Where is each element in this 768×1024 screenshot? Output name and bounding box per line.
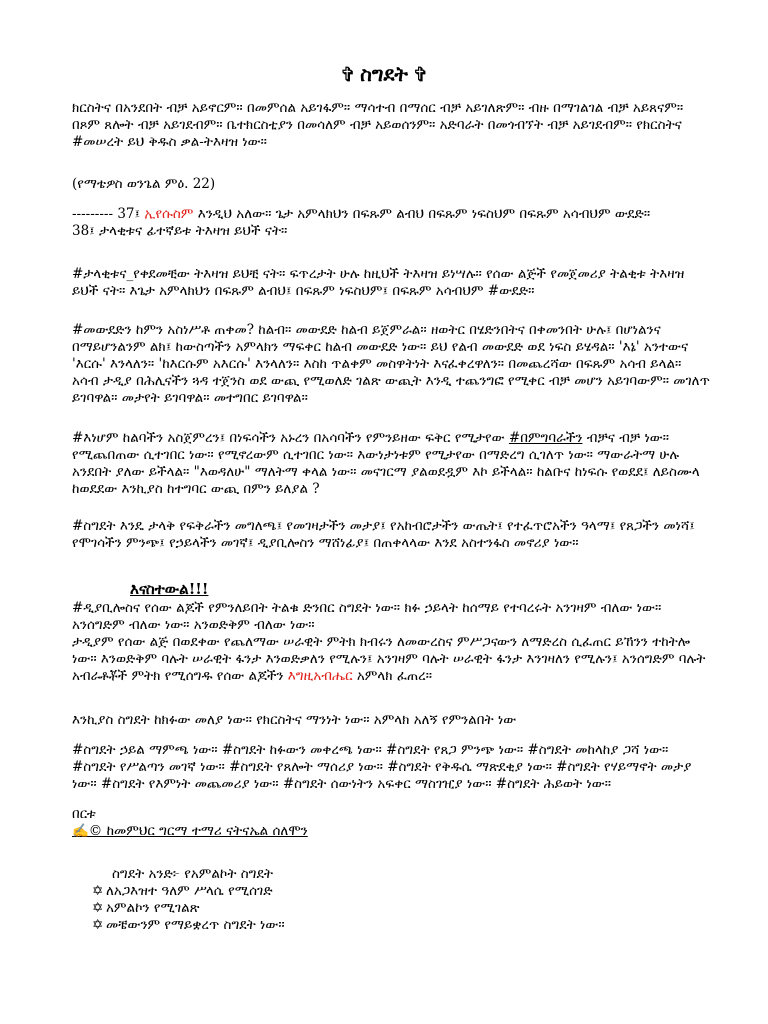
prostration-paragraph: #ስግደት እንዴ ታላቅ የፍቅራችን መግለጫ፤ የመገዛታችን መታያ፤ የአከብሮታችን ውጤት፤ የተፈጥሮአችን ዓላማ፤ የጸጋችን መነሻ፤ የሞገሳችን ምንጭ፤ የኃይላችን መገኛ፤ ዲያቢሎስን ማሸነፊያ፤ በጠቀላላው እንደ አስተንፋስ መኖሪያ ነው። [72, 518, 695, 551]
great-commandment-paragraph: #ታላቂቱና_የቀደመቺው ትእዛዝ ይህቺ ናት። ፍጥረታት ሁሉ ከዚህች ትእዛዝ ይነሣሉ። የሰው ልጅች የመጀመሪያ ትልቂቱ ትእዛዝ ይህች ናት። እጌታ አምላክህን በፍጹም ልብህ፤ በፍጹም ነፍስህም፤ በፍጹም አሳብህም #ውደድ። [72, 266, 685, 299]
scripture-verse-37 [72, 206, 712, 240]
list-title: ስግደት አንድ፦ የአምልኮት ስግደት [112, 866, 273, 882]
intro-paragraph: ክርስትና በአንደበት ብቻ አይኖርም። በመምሰል አይገፋም። ማሳተብ በማሰር ብቻ አይገለጽም። ብዙ በማገልገል ብቻ አይጸናም። በጾም ጸሎት ብቻ አይገደብም። ቤተክርስቲያን በመሳለም ብቻ አይወሰንም። አድባራት በመጎብኘት ብቻ አይገደብም። የክርስትና #መሠረት ይህ ቅዱስ ቃል-ትእዛዝ ነው። [72, 100, 684, 150]
deeds-hashtag: #በምግባራችን [508, 430, 583, 446]
jesus-name: ኢየሱስም [144, 206, 194, 222]
star-of-david-icon: ✡ [92, 917, 104, 933]
signature-label: በርቱ [72, 806, 96, 822]
star-of-david-icon: ✡ [92, 900, 104, 916]
conclusion-paragraph: እንኪያስ ስግደት ከክፉው መለያ ነው። የክርስትና ማንነት ነው። አምላክ አለኝ የምንልበት ነው [72, 712, 517, 728]
love-paragraph: #መውደድን ከምን አስነሥቶ ጠቀመ? ከልብ። መውደድ ከልብ ይጀምራል። ዘወትር በሄድንበትና በቀመንበት ሁሉ፤ በሆነልንና በማይሆንልንም ልክ፤ ከውስጣችን አምላክን ማፍቀር ከልብ መውደድ ነው። ይህ የልብ መውደድ ወደ ነፍስ ይሄዳል። 'እኔ' አንተውና 'እርሱ' እንላለን። 'ከእርሱም አእርሱ' እንላለን። እስከ ጥልቀም መስዋትነት እናፈቀረዋለን። በመጨረሻው በፍጹም አሳብ ይላል። አሳብ ታዲያ በሕሊናችን ጓዳ ተጀንስ ወደ ውጪ የሚወለድ ገልጽ ውጪት እንዲ ተጨንግፎ የሚቀር ብቻ መሆን አይገባውም። መገለጥ ይገባዋል። መታየት ይገባዋል። መተግበር ይገባዋል። [72, 322, 710, 406]
scripture-reference: (የማቴዎስ ወንጌል ምዕ. 22) [72, 176, 216, 192]
verse-text: እንዲህ አለው። ጌታ አምላክህን በፍጹም ልብህ በፍጹም ነፍስህም በፍጹም አሳብህም ውደድ። [193, 206, 651, 222]
document-title: ✞ ስግደት ✞ [342, 62, 426, 86]
list-item: ✡ ለአጋእዝተ ዓለም ሥላሴ የሚሰገድ [92, 883, 273, 899]
signature-author: ✍© ከመምህር ግርማ ተማሪ ናትናኤል ሰለሞን [72, 823, 308, 839]
devil-paragraph: #ዲያቢሎስና የሰው ልጆች የምንለይበት ትልቁ ድንበር ስግደት ነው። ክፉ ኃይላት ከሰማይ የተባረሩት አንገዛም ብለው ነው። አንሰግድም ብለው ነው። አንወድቅም ብለው ነው። ታዲያም የሰው ልጅ በወደቀው የጨለማው ሠራዊት ምትክ ክብሩን ለመውረስና ምሥጋናውን ለማድረስ ሲፈጠር ይኸንን ተከትሎ ነው። እንወድቅም ባሉት ሠራዊት ፋንታ እንወድቃለን የሚሉን፤ አንገዛም ባሉት ሠራዊት ፋንታ እንገዛለን የሚሉን፤ አንሰግድም ባሉት አብራቶቾች ምትክ የሚሰግዱ የሰው ልጆችን እግዚአብሔር አምላክ ፈጠረ። [72, 600, 706, 684]
god-name: እግዚአብሔር [287, 668, 353, 684]
list-item: ✡ አምልኮን የሚገልጽ [92, 900, 200, 916]
section-heading: እናስተውል!!! [130, 580, 209, 598]
verse-prefix: --------- 37፤ [72, 206, 145, 222]
list-item: ✡ መቼውንም የማይቋረጥ ስግደት ነው። [92, 917, 285, 933]
deeds-paragraph: #እነሆም ከልባችን አስጀምረን፤ በነፍሳችን አኑረን በአሳባችን የምንይዘው ፍቅር የሚታየው #በምግባራችን ብቻና ብቻ ነው። የሚጨበጠው ሲተገበር ነው። የሚኖረውም ሲተገበር ነው። እውነታነቱም የሚታየው በማድረግ ሲገለጥ ነው። ማውራትማ ሁሉ አንደበት ያለው ይችላል። "እወዳለሁ" ማለትማ ቀላል ነው። መናገርማ ያልወደዷም እኮ ይችላል። ከልቡና ከነፍሱ የወደደ፤ ለይስሙላ ከወደደው እንኪያስ ከተግባር ውጪ በምን ይለያል ? [72, 430, 700, 497]
star-of-david-icon: ✡ [92, 883, 104, 899]
scripture-verse-38: 38፤ ታላቂቱና ፊተኛይቱ ትእዛዝ ይህች ናት። [72, 223, 288, 239]
benefits-paragraph: #ስግደት ኃይል ማምጫ ነው። #ስግደት ከፉውን መቀረጫ ነው። #ስግደት የጸጋ ምንጭ ነው። #ስግደት መከላከያ ጋሻ ነው። #ስግደት የሥልጣን መገኛ ነው። #ስግደት የጸሎት ማሰሪያ ነው። #ስግደት የቅዱሴ ማጽደቂያ ነው። #ስግደት የሃይማኖት መታያ ነው። #ስግደት የእምነት መጨመሪያ ነው። #ስግደት ሰውነትን አፍቀር ማስገዢያ ነው። #ስግደት ሕይወት ነው። [72, 742, 692, 792]
